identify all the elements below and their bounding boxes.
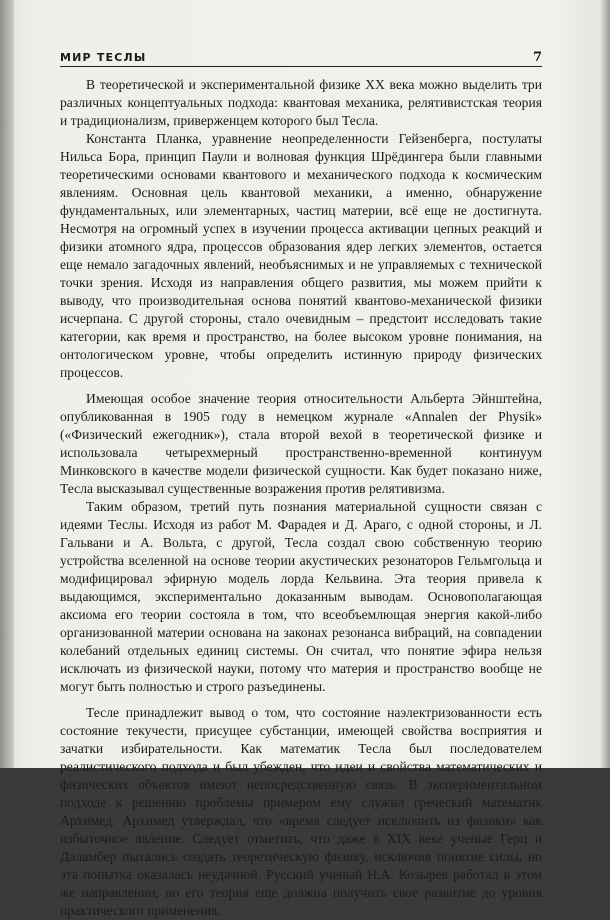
paragraph-tesla-conclusion: Тесле принадлежит вывод о том, что состояние наэлектризованности есть состояние текучести, присущее субстанции, имеющей свойства восприятия и зачатки избирательности. Как математик Тесла был последователем реалистического подхода и был убежден, что идеи и свойства математических и физических объектов имеют непосредственную связь. В экспериментальном подходе к решению проблемы примером ему служил греческий математик Архимед. Архимед утверждал, что «время следует исключить из физики» как избыточное явление. Следует отметить, что даже в XIX веке ученые Герц и Даламбер пытались создать теоретическую физику, исключив понятие силы, но эта попытка оказалась неудачной. Русский ученый Н.А. Козырев работал в этом же направлении, но его теория еще должна получить свое развитие до уровня практического применения.: [60, 705, 542, 918]
paragraph-intro: В теоретической и экспериментальной физике XX века можно выделить три различных концептуальных подхода: квантовая механика, релятивистская теория и традиционализм, приверженцем которого был Тесла.: [60, 77, 542, 128]
book-spine-shadow: [0, 0, 14, 768]
paragraph-relativity: Имеющая особое значение теория относительности Альберта Эйнштейна, опубликованная в 1905 году в немецком журнале «Annalen der Physik» («Физический ежегодник»), стала второй вехой в теоретической физике и использовала четырехмерный пространственно-временной континуум Минковского в качестве модели физической сущности. Как будет показано ниже, Тесла высказывал существенные возражения против релятивизма.: [60, 391, 542, 496]
running-header: [60, 48, 542, 67]
paragraph-quantum: Константа Планка, уравнение неопределенности Гейзенберга, постулаты Нильса Бора, принцип Паули и волновая функция Шрёдингера были главными теоретическими основами квантового и механического подхода к космическим явлениям. Основная цель квантовой механики, а именно, обнаружение фундаментальных, или элементарных, частиц материи, всё еще не достигнута. Несмотря на огромный успех в изучении процесса активации цепных реакций и физики атомного ядра, процессов образования ядер легких элементов, остается еще немало загадочных явлений, необъяснимых и не управляемых с технической точки зрения. Исходя из направления общего развития, мы можем прийти к выводу, что производительная основа понятий квантово-механической физики исчерпана. С другой стороны, стало очевидным – предстоит исследовать такие категории, как время и пространство, на более высоком уровне понимания, на онтологическом уровне, чтобы определить истинную природу физических процессов.: [60, 131, 542, 380]
paragraph-tesla-theory: Таким образом, третий путь познания материальной сущности связан с идеями Теслы. Исходя из работ М. Фарадея и Д. Араго, с одной стороны, и Л. Гальвани и А. Вольта, с другой, Тесла создал свою собственную теорию устройства вселенной на основе теории акустических резонаторов Гельмгольца и модифицировал эфирную модель лорда Кельвина. Эта теория привела к выдающимся, экспериментально доказанным выводам. Основополагающая аксиома его теории состояла в том, что всеобъемлющая энергия какой-либо организованной материи основана на законах резонанса вибраций, на совпадении колебаний отдельных единиц системы. Он считал, что понятие эфира нельзя исключать из физической науки, потому что материя и пространство вообще не могут быть полностью и строго разъединены.: [60, 499, 542, 694]
page-body-text: [60, 76, 542, 920]
page-number: 7: [532, 50, 542, 65]
running-title: МИР ТЕСЛЫ: [60, 51, 147, 64]
